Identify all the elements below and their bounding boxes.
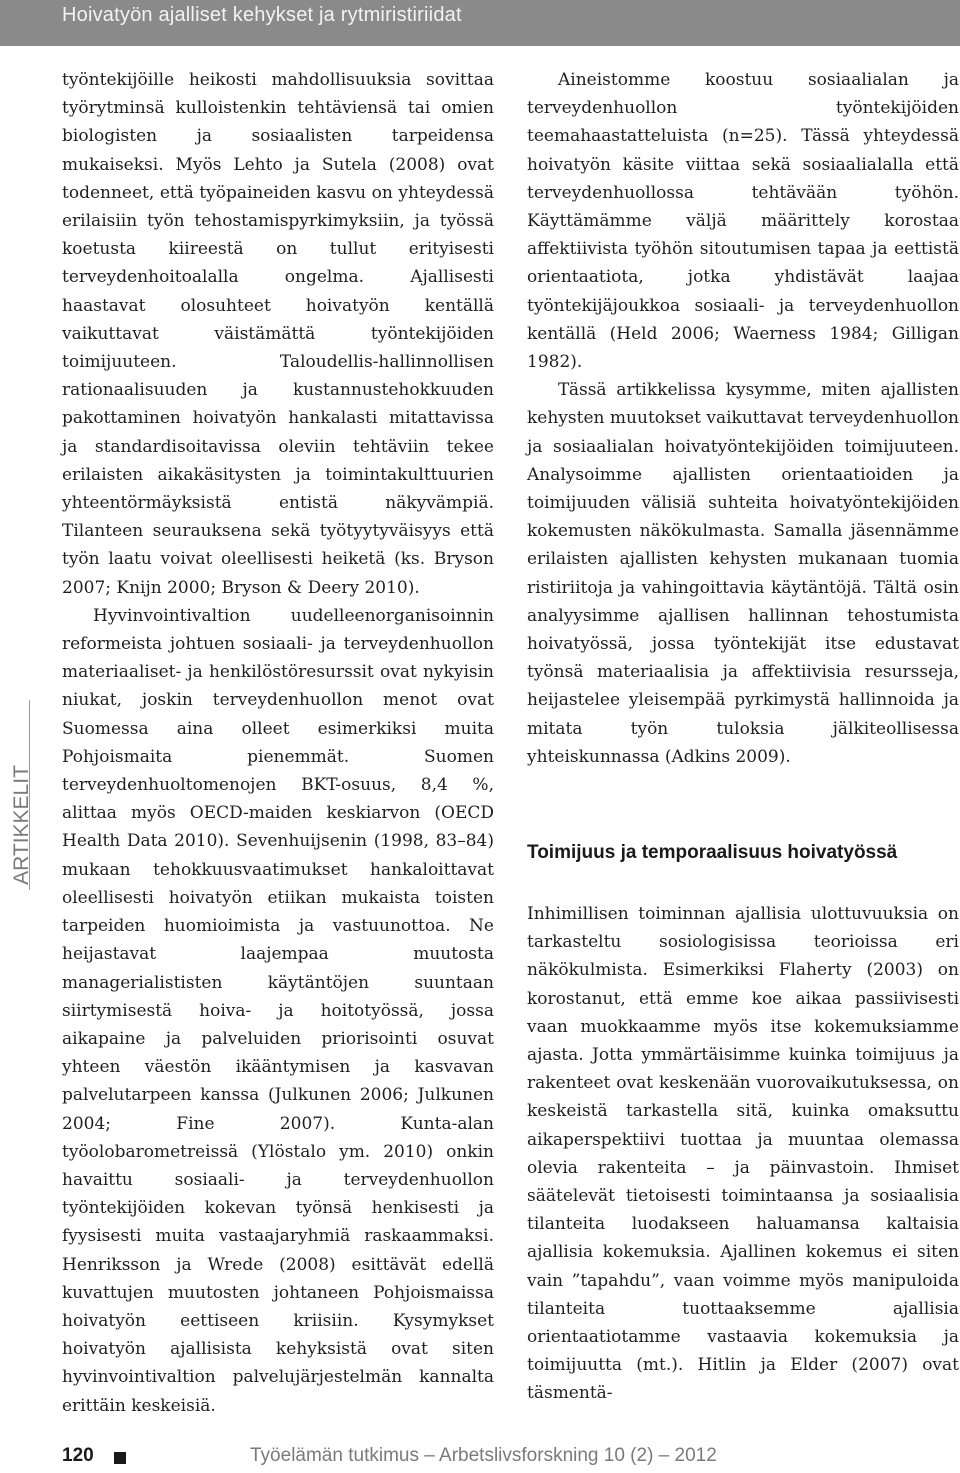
- section-side-label: [2, 765, 42, 885]
- page-footer: [62, 1445, 960, 1473]
- left-paragraph-2: Hyvinvointivaltion uudelleenorganisoinnin reformeista johtuen sosiaali- ja terveydenhuollon materiaaliset- ja henkilöstöresurssit ovat nykyisin niukat, joskin terveydenhuollon menot ovat Suomessa aina olleet esimerkiksi muita Pohjoismaita pienemmät. Suomen terveydenhuoltomenojen BKT-osuus, 8,4 %, alittaa myös OECD-maiden keskiarvon (OECD Health Data 2010). Sevenhuijsenin (1998, 83–84) mukaan tehokkuusvaatimukset hankaloittavat oleellisesti hoivatyön etiikan mukaista toisten tarpeiden huomioimista ja vastuunottoa. Ne heijastavat laajempaa muutosta managerialististen käytäntöjen suuntaan siirtymisestä hoiva- ja hoitotyössä, jossa aikapaine ja palveluiden priorisointi osuvat yhteen väestön ikääntymisen ja kasvavan palvelutarpeen kanssa (Julkunen 2006; Julkunen 2004; Fine 2007). Kunta-alan työolobarometreissä (Ylöstalo ym. 2010) onkin havaittu sosiaali- ja terveydenhuollon työntekijöiden kokevan työnsä henkisesti ja fyysisesti muita vastaajaryhmiä raskaammaksi. Henriksson ja Wrede (2008) esittävät edellä kuvattujen muutosten johtaneen Pohjoismaissa hoivatyön eettiseen kriisiin. Kysymykset hoivatyön ajallisista kehyksistä ovat siten hyvinvointivaltion palvelujärjestelmän kannalta erittäin keskeisiä.: [62, 605, 494, 1416]
- running-header-title: Hoivatyön ajalliset kehykset ja rytmiristiriidat: [62, 4, 462, 26]
- right-paragraph-1: Aineistomme koostuu sosiaalialan ja terveydenhuollon työntekijöiden teemahaastatteluista (n=25). Tässä yhteydessä hoivatyön käsite viittaa sekä sosiaalialalla että terveydenhuollossa tehtävään työhön. Käyttämämme väljä määrittely korostaa affektiivista työhön sitoutumisen tapaa ja eettistä orientaatiota, jotka yhdistävät laajaa työntekijäjoukkoa sosiaali- ja terveydenhuollon kentällä (Held 2006; Waerness 1984; Gilligan 1982).: [527, 70, 959, 373]
- right-paragraph-3: Inhimillisen toiminnan ajallisia ulottuvuuksia on tarkasteltu sosiologisissa teorioissa eri näkökulmista. Esimerkiksi Flaherty (2003) on korostanut, että emme koe aikaa passiivisesti vaan muokkaamme myös itse kokemuksiamme ajasta. Jotta ymmärtäisimme kuinka toimijuus ja rakenteet ovat keskenään vuorovaikutuksessa, on keskeistä tarkastella sitä, kuinka omaksuttu aikaperspektiivi tuottaa ja muuntaa olemassa olevia rakenteita – ja päinvastoin. Ihmiset säätelevät tietoisesti toimintaansa ja sosiaalisia tilanteita luodakseen haluamansa kaltaisia ajallisia kokemuksia. Ajallinen kokemus ei siten vain ”tapahdu”, vaan voimme myös manipuloida tilanteita tuottaaksemme ajallisia orientaatiotamme vastaavia kokemuksia ja toimijuutta (mt.). Hitlin ja Elder (2007) ovat täsmentä-: [527, 904, 959, 1404]
- left-column: [62, 66, 494, 1420]
- page-number: 120: [62, 1445, 94, 1466]
- right-column-bottom: [527, 900, 959, 1408]
- running-header: [0, 0, 960, 46]
- left-paragraph-1: työntekijöille heikosti mahdollisuuksia sovittaa työrytminsä kulloistenkin tehtäviensä tai omien biologisten ja sosiaalisten tarpeidensa mukaiseksi. Myös Lehto ja Sutela (2008) ovat todenneet, että työpaineiden kasvu on yhteydessä erilaisiin työn tehostamispyrkimyksiin, ja työssä koetusta kiireestä on tullut erityisesti terveydenhoitoalalla ongelma. Ajallisesti haastavat olosuhteet hoivatyön kentällä vaikuttavat väistämättä työntekijöiden toimijuuteen. Taloudellis-hallinnollisen rationaalisuuden ja kustannustehokkuuden pakottaminen hoivatyön hankalasti mitattavissa ja standardisoitavissa oleviin tehtäviin tekee erilaisten aikakäsitysten ja toimintakulttuurien yhteentörmäyksistä entistä näkyvämpiä. Tilanteen seurauksena sekä työtyytyväisyys että työn laatu voivat oleellisesti heiketä (ks. Bryson 2007; Knijn 2000; Bryson & Deery 2010).: [62, 70, 494, 598]
- footer-square-icon: [114, 1452, 126, 1464]
- right-column-top: [527, 66, 959, 771]
- section-heading: Toimijuus ja temporaalisuus hoivatyössä: [527, 842, 898, 863]
- right-paragraph-2: Tässä artikkelissa kysymme, miten ajallisten kehysten muutokset vaikuttavat terveydenhuollon ja sosiaalialan hoivatyöntekijöiden toimijuuteen. Analysoimme ajallisten orientaatioiden ja toimijuuden välisiä suhteita hoivatyöntekijöiden kokemusten näkökulmasta. Samalla jäsennämme erilaisten ajallisten kehysten mukanaan tuomia ristiriitoja ja vahingoittavia käytäntöjä. Tältä osin analyysimme ajallisen hallinnan tehostumista hoivatyössä, jossa työntekijät itse edustavat työnsä materiaalisia ja affektiivisia resursseja, heijastelee yleisempää pyrkimystä hallinnoida ja mitata työn tuloksia jälkiteollisessa yhteiskunnassa (Adkins 2009).: [527, 380, 959, 767]
- section-side-label-text: ARTIKKELIT: [10, 765, 33, 885]
- journal-citation: Työelämän tutkimus – Arbetslivsforskning 10 (2) – 2012: [250, 1445, 717, 1466]
